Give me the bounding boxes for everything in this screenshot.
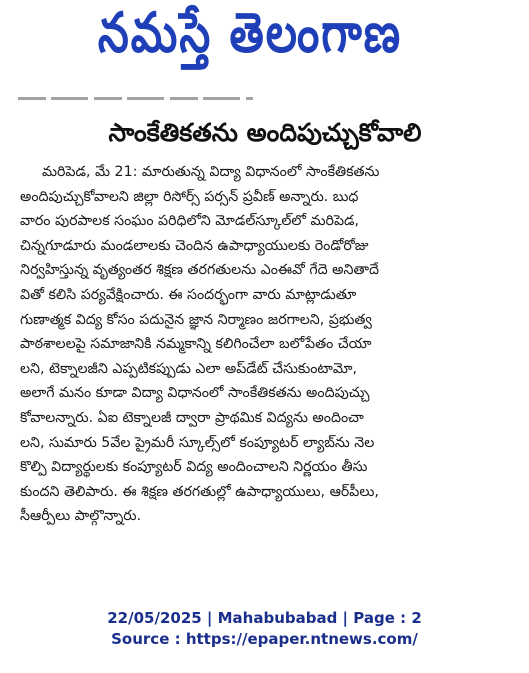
- masthead-logo-text: నమస్తే తెలంగాణ: [97, 1, 403, 65]
- clipped-text-remnant: [18, 95, 253, 102]
- article-line: కుందని తెలిపారు. ఈ శిక్షణ తరగతుల్లో ఉపాధ్యాయులు, ఆర్‌పీలు,: [20, 483, 379, 500]
- article-line: పాఠశాలలపై సమాజానికి నమ్మకాన్ని కలిగించేలా బలోపేతం చేయా: [20, 336, 372, 353]
- article-line: వారం పురపాలక సంఘం పరిధిలోని మోడల్‌స్కూల్‌లో మరిపెడ,: [20, 213, 360, 230]
- article-line: సీఆర్పీలు పాల్గొన్నారు.: [20, 508, 142, 525]
- article-line: అలాగే మనం కూడా విద్యా విధానంలో సాంకేతికతను అందిపుచ్చు: [20, 385, 370, 402]
- article-line: కోవాలన్నారు. ఏఐ టెక్నాలజీ ద్వారా ప్రాథమిక విద్యను అందించా: [20, 409, 364, 426]
- article-line: అందిపుచ్చుకోవాలని జిల్లా రిసోర్స్ పర్సన్ ప్రవీణ్ అన్నారు. బుధ: [20, 188, 359, 205]
- article-line: లని, టెక్నాలజీని ఎప్పటికప్పుడు ఎలా అప్‌డేట్ చేసుకుంటామో,: [20, 360, 357, 377]
- article-line: వితో కలిసి పర్యవేక్షించారు. ఈ సందర్భంగా వారు మాట్లాడుతూ: [20, 286, 357, 303]
- source-line: Source : https://epaper.ntnews.com/: [111, 630, 418, 648]
- article-headline: సాంకేతికతను అందిపుచ్చుకోవాలి: [108, 118, 422, 147]
- newspaper-masthead: [20, 1, 480, 74]
- article-line: మరిపెడ, మే 21: మారుతున్న విద్యా విధానంలో సాంకేతికతను: [42, 164, 380, 180]
- article-line: చిన్నగూడూరు మండలాలకు చెందిన ఉపాధ్యాయులకు రెండోరోజు: [20, 237, 369, 254]
- article-line: కొల్పి విద్యార్థులకు కంప్యూటర్ విద్య అందించాలని నిర్ణయం తీసు: [20, 459, 368, 476]
- article-body: [20, 160, 515, 529]
- date-edition-page-line: 22/05/2025 | Mahabubabad | Page : 2: [107, 609, 422, 627]
- article-line: లని, సుమారు 5వేల ప్రైమరీ స్కూల్స్‌లో కంప్యూటర్ ల్యాబ్‌ను నెల: [20, 434, 375, 451]
- clipping-footer: [0, 608, 529, 650]
- article-line: నిర్వహిస్తున్న వృత్యంతర శిక్షణ తరగతులను ఎంఈవో గేదె అనితాదే: [20, 262, 380, 279]
- article-line: గుణాత్మక విద్య కోసం పదునైన జ్ఞాన నిర్మాణం జరగాలని, ప్రభుత్వ: [20, 311, 372, 328]
